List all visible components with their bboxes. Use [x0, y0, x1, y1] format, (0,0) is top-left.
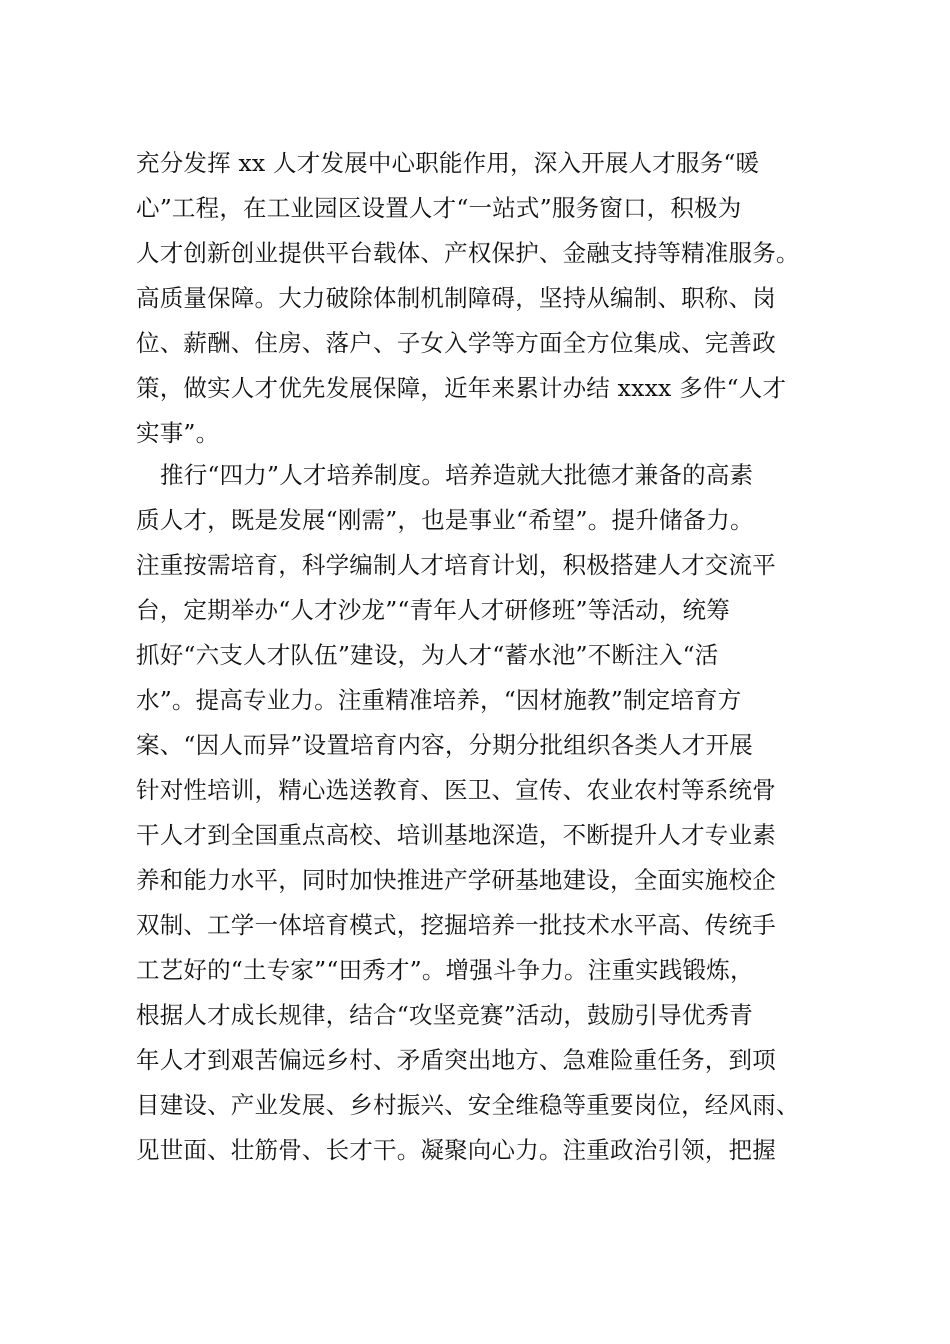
paragraph-line: 双制、工学一体培育模式，挖掘培养一批技术水平高、传统手 [136, 911, 776, 939]
paragraph-line: 根据人才成长规律，结合“攻坚竞赛”活动，鼓励引导优秀青 [136, 1001, 753, 1029]
paragraph-line: 水”。提高专业力。注重精准培养，“因材施教”制定培育方 [136, 686, 742, 714]
paragraph-line: 工艺好的“土专家”“田秀才”。增强斗争力。注重实践锻炼， [136, 956, 754, 984]
paragraph-line: 高质量保障。大力破除体制机制障碍，坚持从编制、职称、岗 [136, 284, 776, 312]
paragraph-line: 充分发挥 xx 人才发展中心职能作用，深入开展人才服务“暖 [136, 149, 760, 177]
paragraph-line: 心”工程，在工业园区设置人才“一站式”服务窗口，积极为 [136, 194, 742, 222]
paragraph-four-abilities [136, 453, 826, 1218]
paragraph-line: 养和能力水平，同时加快推进产学研基地建设，全面实施校企 [136, 866, 776, 894]
paragraph-line: 人才创新创业提供平台载体、产权保护、金融支持等精准服务。 [136, 239, 800, 267]
paragraph-line: 干人才到全国重点高校、培训基地深造，不断提升人才专业素 [136, 821, 776, 849]
paragraph-line: 案、“因人而异”设置培育内容，分期分批组织各类人才开展 [136, 731, 753, 759]
paragraph-line: 质人才，既是发展“刚需”，也是事业“希望”。提升储备力。 [136, 506, 754, 534]
paragraph-first-line: 推行“四力”人才培养制度。培养造就大批德才兼备的高素 [160, 461, 754, 489]
paragraph-line: 策，做实人才优先发展保障，近年来累计办结 xxxx 多件“人才 [136, 374, 787, 402]
paragraph-line: 见世面、壮筋骨、长才干。凝聚向心力。注重政治引领，把握 [136, 1136, 776, 1164]
paragraph-line: 注重按需培育，科学编制人才培育计划，积极搭建人才交流平 [136, 551, 776, 579]
paragraph-line: 针对性培训，精心选送教育、医卫、宣传、农业农村等系统骨 [136, 776, 776, 804]
paragraph-line: 位、薪酬、住房、落户、子女入学等方面全方位集成、完善政 [136, 329, 776, 357]
paragraph-line: 抓好“六支人才队伍”建设，为人才“蓄水池”不断注入“活 [136, 641, 719, 669]
paragraph-line: 实事”。 [136, 419, 220, 447]
paragraph-talent-services [136, 141, 826, 456]
paragraph-line [136, 1173, 826, 1218]
paragraph-line: 目建设、产业发展、乡村振兴、安全维稳等重要岗位，经风雨、 [136, 1091, 800, 1119]
paragraph-line: 台，定期举办“人才沙龙”“青年人才研修班”等活动，统筹 [136, 596, 730, 624]
paragraph-line: 年人才到艰苦偏远乡村、矛盾突出地方、急难险重任务，到项 [136, 1046, 776, 1074]
